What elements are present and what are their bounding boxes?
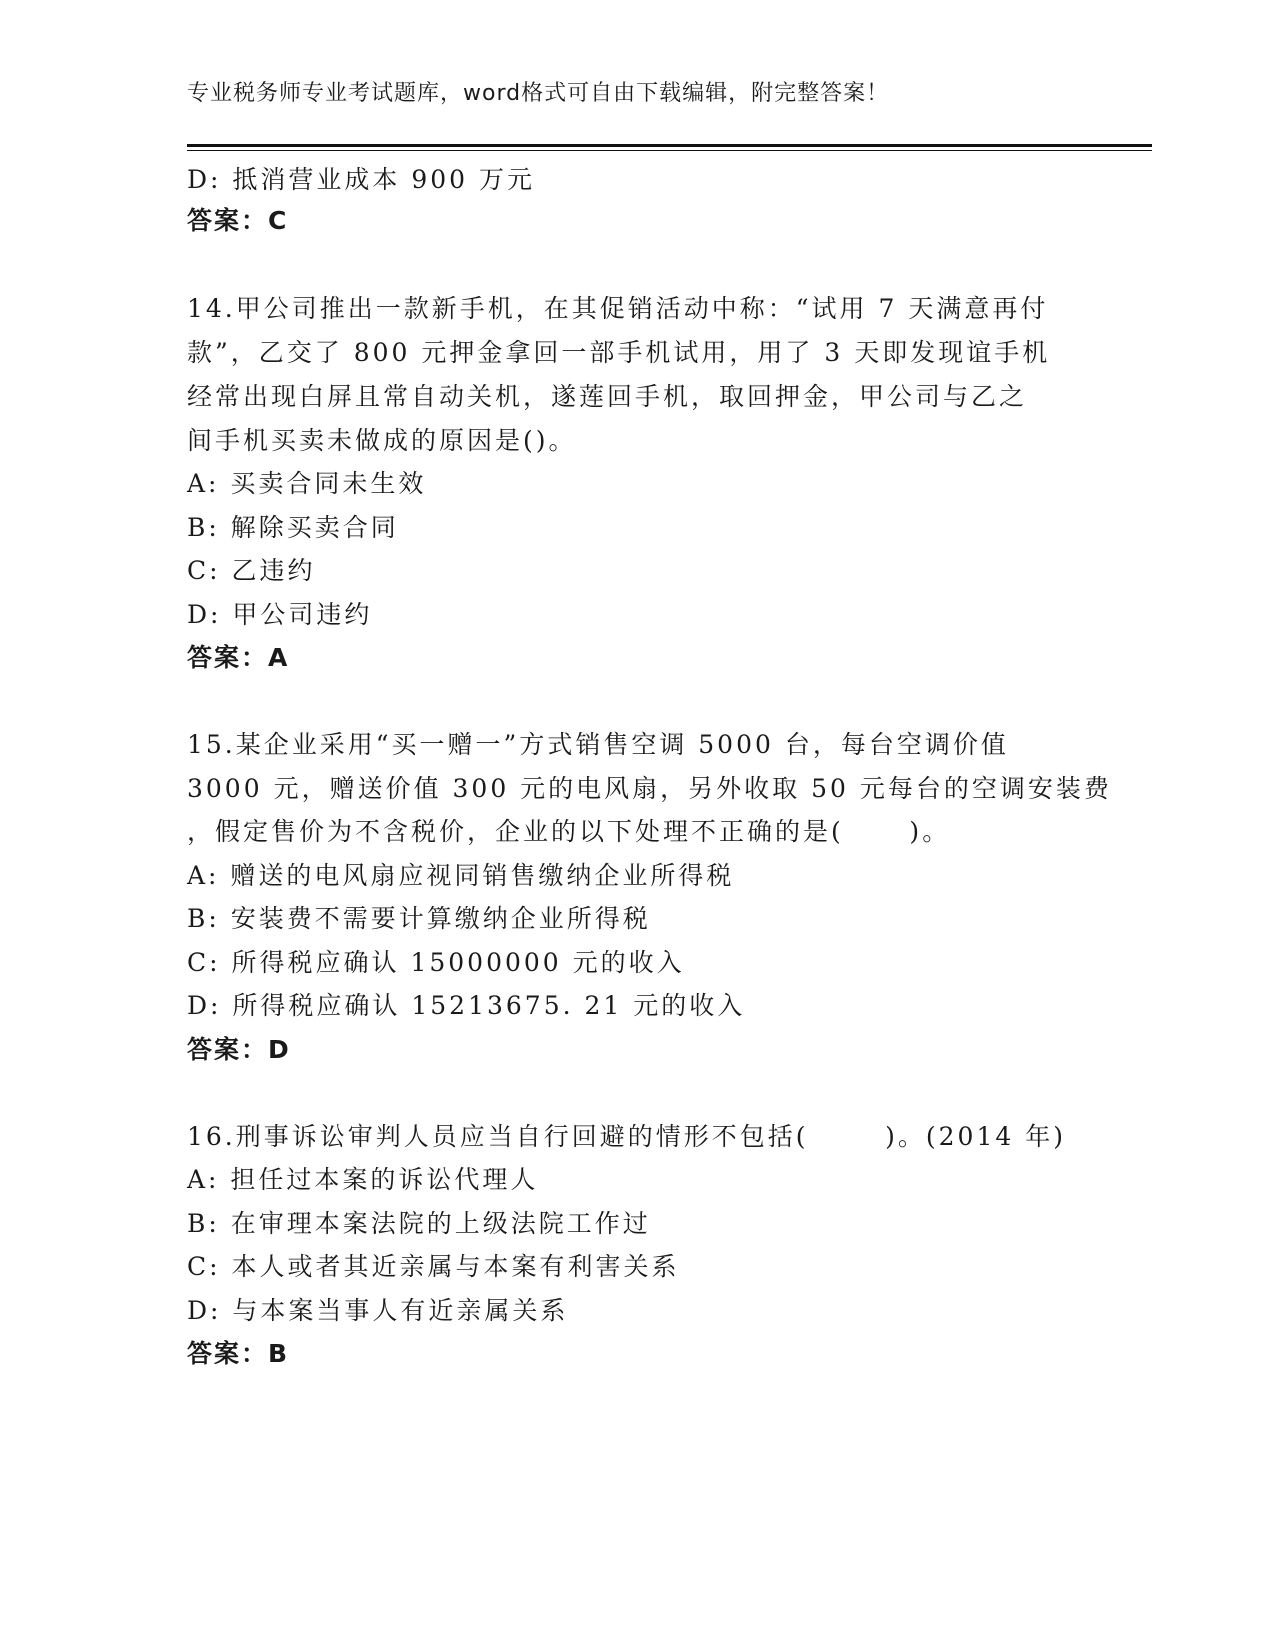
q16-option-b: B: 在审理本案法院的上级法院工作过 (187, 1209, 651, 1238)
q14-stem-line: 间手机买卖未做成的原因是()。 (187, 426, 577, 455)
q15-option-d: D: 所得税应确认 15213675. 21 元的收入 (187, 991, 746, 1020)
q14-stem-line: 款”，乙交了 800 元押金拿回一部手机试用，用了 3 天即发现谊手机 (187, 338, 1051, 367)
q15-option-c: C: 所得税应确认 15000000 元的收入 (187, 948, 685, 977)
q14-option-b: B: 解除买卖合同 (187, 513, 399, 542)
q16-answer: 答案：B (187, 1339, 290, 1368)
header-rule-thin (187, 150, 1152, 151)
q16-stem-line: 16.刑事诉讼审判人员应当自行回避的情形不包括( )。(2014 年) (187, 1122, 1066, 1151)
q13-option-d: D: 抵消营业成本 900 万元 (187, 165, 536, 194)
q14-option-d: D: 甲公司违约 (187, 600, 373, 629)
q16-option-d: D: 与本案当事人有近亲属关系 (187, 1296, 569, 1325)
q15-answer: 答案：D (187, 1035, 291, 1064)
q15-stem-line: 3000 元，赠送价值 300 元的电风扇，另外收取 50 元每台的空调安装费 (187, 774, 1112, 803)
q15-option-a: A: 赠送的电风扇应视同销售缴纳企业所得税 (187, 861, 735, 890)
q15-stem-line: 15.某企业采用“买一赠一”方式销售空调 5000 台，每台空调价值 (187, 730, 1009, 759)
q13-answer: 答案：C (187, 206, 289, 235)
q14-answer: 答案：A (187, 643, 290, 672)
q14-option-a: A: 买卖合同未生效 (187, 469, 427, 498)
header-rule-thick (187, 144, 1152, 147)
q16-option-a: A: 担任过本案的诉讼代理人 (187, 1165, 539, 1194)
q16-option-c: C: 本人或者其近亲属与本案有利害关系 (187, 1252, 680, 1281)
page-header: 专业税务师专业考试题库，word格式可自由下载编辑，附完整答案！ (187, 81, 890, 106)
q14-option-c: C: 乙违约 (187, 556, 316, 585)
q14-stem-line: 经常出现白屏且常自动关机，遂莲回手机，取回押金，甲公司与乙之 (187, 382, 1028, 411)
q14-stem-line: 14.甲公司推出一款新手机，在其促销活动中称：“试用 7 天满意再付 (187, 294, 1049, 323)
q15-stem-line: ，假定售价为不含税价，企业的以下处理不正确的是( )。 (187, 817, 951, 846)
q15-option-b: B: 安装费不需要计算缴纳企业所得税 (187, 904, 651, 933)
